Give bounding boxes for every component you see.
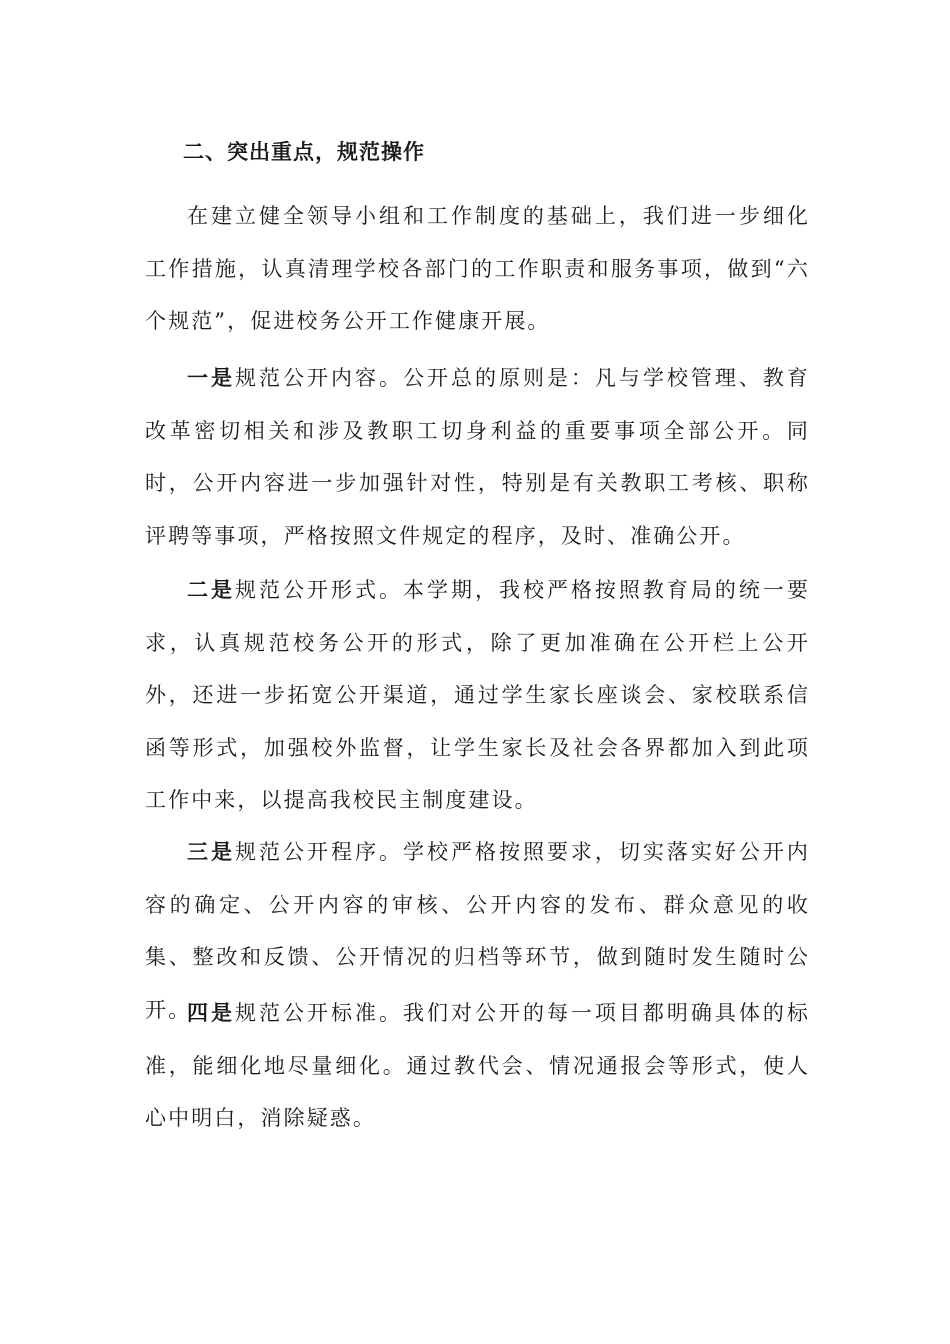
item-lead-1: 一是: [187, 366, 235, 390]
item-text-1: 规范公开内容。公开总的原则是：凡与学校管理、教育改革密切相关和涉及教职工切身利益的重要事项全部公开。同时，公开内容进一步加强针对性，特别是有关教职工考核、职称评聘等事项，严格按照文件规定的程序，及时、准确公开。: [145, 366, 810, 548]
intro-paragraph: 在建立健全领导小组和工作制度的基础上，我们进一步细化工作措施，认真清理学校各部门的工作职责和服务事项，做到“六个规范”，促进校务公开工作健康开展。: [145, 204, 810, 333]
item-lead-3: 三是: [187, 840, 235, 864]
item-text-2: 规范公开形式。本学期，我校严格按照教育局的统一要求，认真规范校务公开的形式，除了更加准确在公开栏上公开外，还进一步拓宽公开渠道，通过学生家长座谈会、家校联系信函等形式，加强校外监督，让学生家长及社会各界都加入到此项工作中来，以提高我校民主制度建设。: [145, 578, 810, 812]
item-paragraph-4: [145, 987, 810, 1145]
section-heading: 二、突出重点，规范操作: [183, 140, 425, 164]
item-lead-2: 二是: [187, 578, 235, 602]
item-text-4: 规范公开标准。我们对公开的每一项目都明确具体的标准，能细化地尽量细化。通过教代会、情况通报会等形式，使人心中明白，消除疑惑。: [145, 1001, 810, 1130]
item-paragraph-2: [145, 564, 810, 827]
item-text-3: 规范公开程序。学校严格按照要求，切实落实好公开内容的确定、公开内容的审核、公开内容的发布、群众意见的收集、整改和反馈、公开情况的归档等环节，做到随时发生随时公开。: [145, 840, 810, 1022]
item-paragraph-1: [145, 352, 810, 562]
item-lead-4: 四是: [187, 1001, 235, 1025]
